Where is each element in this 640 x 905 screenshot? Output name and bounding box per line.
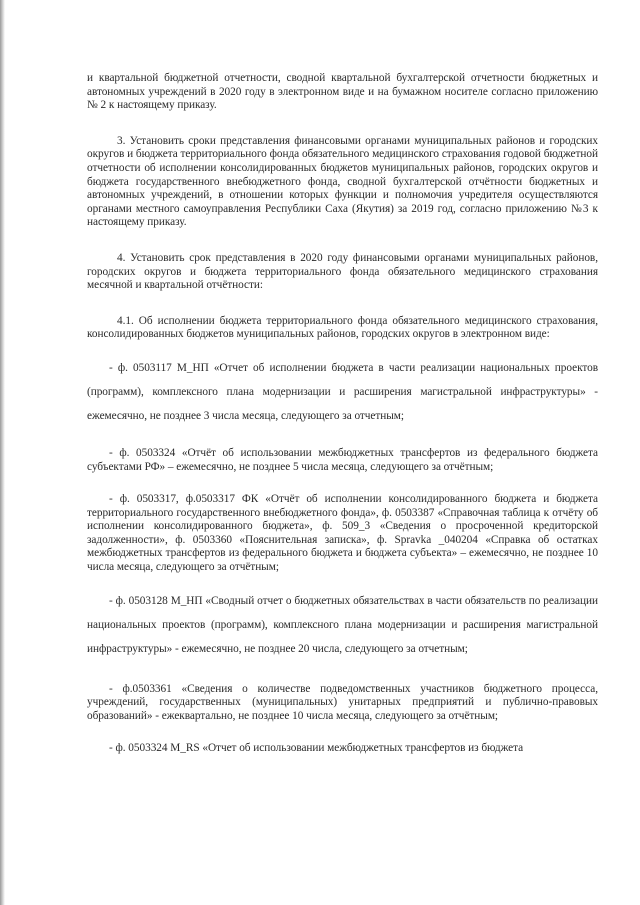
paragraph-item-4-1: 4.1. Об исполнении бюджета территориального фонда обязательного медицинского страхования, консолидированных бюджетов муниципальных районов, городских округов в электронном виде: <box>87 314 598 341</box>
list-item-0503317: - ф. 0503317, ф.0503317 ФК «Отчёт об исполнении консолидированного бюджета и бюджета территориального государственного внебюджетного фонда», ф. 0503387 «Справочная таблица к отчёту об исполнении консолидированного бюджета», ф. 509_3 «Сведения о просроченной кредиторской задолженности», ф. 0503360 «Пояснительная записка», ф. Spravka _040204 «Справка об остатках межбюджетных трансфертов из федерального бюджета и бюджета субъекта» – ежемесячно, не позднее 10 числа месяца, следующего за отчётным; <box>87 493 598 574</box>
paragraph-continuation: и квартальной бюджетной отчетности, сводной квартальной бухгалтерской отчетности бюджетных и автономных учреждений в 2020 году в электронном виде и на бумажном носителе согласно приложению № 2 к настоящему приказу. <box>87 72 598 112</box>
list-item-0503128: - ф. 0503128 М_НП «Сводный отчет о бюджетных обязательствах в части обязательств по реализации национальных проектов (программ), комплексного плана модернизации и расширения магистральной инфраструктуры» - ежемесячно, не позднее 20 числа, следующего за отчетным; <box>87 594 598 655</box>
paragraph-item-4: 4. Установить срок представления в 2020 году финансовыми органами муниципальных районов, городских округов и бюджета территориального фонда обязательного медицинского страхования месячной и квартальной отчётности: <box>87 251 598 292</box>
scan-edge-shadow <box>0 0 5 905</box>
list-item-0503324: - ф. 0503324 «Отчёт об использовании межбюджетных трансфертов из федерального бюджета субъектами РФ» – ежемесячно, не позднее 5 числа месяца, следующего за отчётным; <box>87 446 598 473</box>
document-body <box>87 72 598 756</box>
list-item-0503117: - ф. 0503117 М_НП «Отчет об исполнении бюджета в части реализации национальных проектов (программ), комплексного плана модернизации и расширения магистральной инфраструктуры» - ежемесячно, не позднее 3 числа месяца, следующего за отчетным; <box>87 361 598 422</box>
paragraph-item-3: 3. Установить сроки представления финансовыми органами муниципальных районов и городских округов и бюджета территориального фонда обязательного медицинского страхования годовой бюджетной отчетности об исполнении консолидированных бюджетов муниципальных районов, городских округов и бюджета государственного внебюджетного фонда, сводной бухгалтерской отчётности бюджетных и автономных учреждений, в отношении которых функции и полномочия учредителя осуществляются органами местного самоуправления Республики Саха (Якутия) за 2019 год, согласно приложению №3 к настоящему приказу. <box>87 134 598 229</box>
list-item-0503324-rs: - ф. 0503324 М_RS «Отчет об использовании межбюджетных трансфертов из бюджета <box>109 742 524 755</box>
list-item-0503361: - ф.0503361 «Сведения о количестве подведомственных участников бюджетного процесса, учреждений, государственных (муниципальных) унитарных предприятий и публично-правовых образований» - ежеквартально, не позднее 10 числа месяца, следующего за отчётным; <box>87 682 598 722</box>
